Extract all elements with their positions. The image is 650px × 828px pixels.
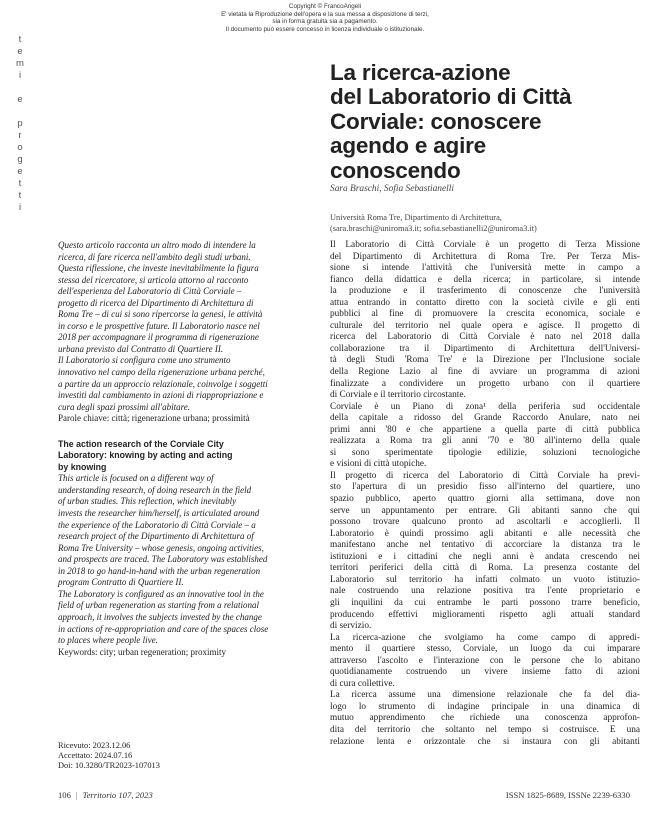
abstract-line: investiti dal cambiamento in azioni di riappropriazione e bbox=[58, 390, 264, 401]
english-title-line: by knowing bbox=[58, 461, 107, 472]
abstract-line: to places where people live. bbox=[58, 635, 158, 646]
body-line: Il progetto di ricerca del Laboratorio di Città Corviale ha previ- bbox=[330, 470, 640, 481]
abstract-line: Roma Tre – di cui si sono ripercorse la genesi, le attività bbox=[58, 309, 263, 320]
abstract-line: research project of the Dipartimento di Architettura of bbox=[58, 531, 254, 542]
body-line: producendo effettivi miglioramenti rispetto agli attuali standard bbox=[330, 609, 640, 620]
side-letter: t bbox=[18, 190, 22, 201]
body-line: serve un appuntamento per entrare. Gli abitanti sanno che qui bbox=[330, 505, 640, 516]
abstract-line: The Laboratory is configured as an innovative tool in the bbox=[58, 588, 264, 599]
abstract-line: in 2018 to go hand-in-hand with the urban regeneration bbox=[58, 565, 261, 576]
body-line: Corviale è un Piano di zona¹ della periferia sud occidentale bbox=[330, 401, 640, 412]
side-letter: p bbox=[17, 118, 23, 129]
abstract-line: dell'esperienza del Laboratorio di Città Corviale – bbox=[58, 286, 242, 297]
body-line: realizzata a Roma tra gli anni '70 e '80 all'interno della quale bbox=[330, 436, 640, 447]
title-line: del Laboratorio di Città bbox=[330, 84, 572, 110]
body-line: La ricerca assume una dimensione relazionale che fa del dia- bbox=[330, 690, 640, 701]
side-letter: r bbox=[18, 130, 22, 141]
footer-separator: | bbox=[75, 790, 78, 800]
side-letter: m bbox=[16, 58, 24, 69]
article-title bbox=[330, 61, 640, 183]
body-line: possono trovare qualcuno pronto ad ascoltarli e accoglierli. Il bbox=[330, 517, 640, 528]
doi: Doi: 10.3280/TR2023-107013 bbox=[58, 761, 160, 771]
abstract-line: in corso e le prospettive future. Il Laboratorio nasce nel bbox=[58, 320, 260, 331]
received-info bbox=[58, 741, 160, 772]
title-line: conoscendo bbox=[330, 157, 461, 183]
body-line: culturale del territorio nel quale opera e agisce. Il progetto di bbox=[330, 320, 640, 331]
body-line: Il Laboratorio di Città Corviale è un progetto di Terza Missione bbox=[330, 240, 640, 250]
body-line: gli inquilini da cui entrambe le parti possono trarre beneficio, bbox=[330, 597, 640, 608]
english-title-line: The action research of the Corviale City bbox=[58, 438, 224, 449]
abstract-line: stessa del ricercatore, si articola attorno al racconto bbox=[58, 274, 249, 285]
body-line: finalizzate a condividere un progetto urbano con il quartiere bbox=[330, 378, 640, 389]
abstract-column bbox=[58, 240, 304, 658]
body-line: si sono sperimentate tipologie edilizie, soluzioni tecnologiche bbox=[330, 447, 640, 458]
body-line: la produzione e il trasferimento di conoscenze che l'università bbox=[330, 286, 640, 297]
body-text bbox=[330, 240, 640, 748]
body-line: della capitale a ridosso del Grande Raccordo Anulare, nato nei bbox=[330, 413, 640, 424]
abstract-line: Roma Tre University – whose genesis, ongoing activities, bbox=[58, 542, 264, 553]
body-line: attraverso l'ascolto e l'interazione con le persone che lo abitano bbox=[330, 655, 640, 666]
abstract-line: innovativo nel campo della rigenerazione urbana perché, bbox=[58, 367, 265, 378]
abstract-line: program Contratto di Quartiere II. bbox=[58, 577, 184, 588]
spacer bbox=[58, 425, 304, 439]
copyright-line: Il documento può essere concesso in licenza individuale o istituzionale. bbox=[225, 25, 425, 33]
title-line: Corviale: conoscere bbox=[330, 108, 542, 134]
abstract-english bbox=[58, 473, 304, 646]
issn: ISSN 1825-8689, ISSNe 2239-6330 bbox=[505, 790, 630, 800]
body-line: di cura collettive. bbox=[330, 678, 395, 689]
abstract-italian bbox=[58, 240, 304, 413]
abstract-line: ricerca, di fare ricerca nell'ambito degli studi urbani. bbox=[58, 251, 251, 262]
copyright-line: E' vietata la Riproduzione dell'opera e la sua messa a disposizione di terzi, bbox=[221, 10, 429, 18]
title-line: La ricerca-azione bbox=[330, 60, 511, 85]
copyright-line: Copyright © FrancoAngeli bbox=[288, 3, 362, 10]
abstract-line: understanding research, of doing research in the field bbox=[58, 484, 252, 495]
abstract-line: invests the researcher him/herself, is articulated around bbox=[58, 508, 260, 519]
abstract-line: cura degli spazi prossimi all'abitare. bbox=[58, 401, 191, 412]
abstract-line: This article is focused on a different way of bbox=[58, 473, 214, 484]
body-line: nale costruendo una relazione positiva tra l'ente proprietario e bbox=[330, 586, 640, 597]
abstract-line: in actions of re-appropriation and care of the spaces close bbox=[58, 623, 269, 634]
journal-name: Territorio 107, 2023 bbox=[82, 790, 153, 800]
english-title-line: Laboratory: knowing by acting and acting bbox=[58, 450, 233, 461]
title-line: agendo e agire bbox=[330, 133, 486, 159]
accepted-date: Accettato: 2024.07.16 bbox=[58, 751, 133, 761]
keywords-english: Keywords: city; urban regeneration; proximity bbox=[58, 646, 226, 657]
body-line: fianco della didattica e della ricerca; in particolare, si intende bbox=[330, 274, 640, 285]
author-affiliation bbox=[330, 212, 640, 234]
copyright-notice bbox=[0, 3, 650, 33]
body-line: del Dipartimento di Architettura di Roma Tre. Per Terza Mis- bbox=[330, 251, 640, 262]
side-letter: i bbox=[18, 202, 22, 213]
keywords-italian: Parole chiave: città; rigenerazione urbana; prossimità bbox=[58, 413, 250, 424]
side-letter: i bbox=[18, 70, 22, 81]
body-line: attua entrando in contatto diretto con la società civile e gli enti bbox=[330, 297, 640, 308]
abstract-line: Questa riflessione, che investe inevitabilmente la figura bbox=[58, 263, 259, 274]
abstract-line: a partire da un approccio relazionale, coinvolge i soggetti bbox=[58, 378, 268, 389]
body-line: e visioni di città utopiche. bbox=[330, 459, 427, 470]
abstract-line: field of urban regeneration as starting from a relational bbox=[58, 600, 259, 611]
body-line: logo lo strumento di indagine principale in una dinamica di bbox=[330, 701, 640, 712]
side-letter: t bbox=[18, 34, 22, 45]
page-number: 106 bbox=[58, 790, 71, 800]
side-letter: g bbox=[17, 154, 23, 165]
body-line: sto l'apertura di un presidio fisso all'interno del quartiere, uno bbox=[330, 482, 640, 493]
body-line: tà degli Studi 'Roma Tre' e la Direzione per l'Inclusione sociale bbox=[330, 355, 640, 366]
body-line: quotidianamente costruendo un vivere insieme fatto di azioni bbox=[330, 667, 640, 678]
body-line: ricerca del Laboratorio di Città Corviale è nato nel 2018 dalla bbox=[330, 332, 640, 343]
body-line: Laboratorio è quindi prossimo agli abitanti e alle necessità che bbox=[330, 528, 640, 539]
abstract-line: progetto di ricerca del Dipartimento di Architettura di bbox=[58, 297, 254, 308]
body-line: relazione lenta e orizzontale che si instaura con gli abitanti bbox=[330, 736, 640, 747]
body-line: di servizio. bbox=[330, 621, 372, 632]
abstract-line: Il Laboratorio si configura come uno strumento bbox=[58, 355, 231, 366]
abstract-line: urbana previsto dal Contratto di Quartiere II. bbox=[58, 343, 224, 354]
body-line: sione si intende l'attività che l'università mette in campo a bbox=[330, 263, 640, 274]
abstract-line: 2018 per accompagnare il programma di rigenerazione bbox=[58, 332, 259, 343]
body-line: territori periferici della città di Roma. La presenza costante del bbox=[330, 563, 640, 574]
affiliation-line: (sara.braschi@uniroma3.it; sofia.sebastianelli2@uniroma3.it) bbox=[330, 224, 537, 233]
body-line: manifestano anche nel tentativo di accorciare la distanza tra le bbox=[330, 540, 640, 551]
english-title bbox=[58, 439, 304, 474]
copyright-line: sia in forma gratuita sia a pagamento. bbox=[272, 18, 378, 26]
affiliation-line: Università Roma Tre, Dipartimento di Architettura, bbox=[330, 213, 502, 222]
body-line: pubblici al fine di promuovere la crescita economica, sociale e bbox=[330, 309, 640, 320]
body-line: dita del territorio che soltanto nel tempo si costruisce. È una bbox=[330, 724, 640, 735]
side-letter: e bbox=[17, 166, 23, 177]
abstract-line: approach, it involves the subjects invested by the change bbox=[58, 611, 262, 622]
body-line: collaborazione tra il Dipartimento di Architettura dell'Universi- bbox=[330, 343, 640, 354]
abstract-line: of urban studies. This reflection, which inevitably bbox=[58, 496, 237, 507]
body-line: mento il quartiere stesso, Corviale, un luogo da cui imparare bbox=[330, 644, 640, 655]
side-letter: e bbox=[17, 46, 23, 57]
body-line: della Regione Lazio al fine di avviare un programma di azioni bbox=[330, 367, 640, 378]
side-letter: t bbox=[18, 178, 22, 189]
body-line: istituzioni e i cittadini che negli anni è andata crescendo nei bbox=[330, 551, 640, 562]
article-authors: Sara Braschi, Sofia Sebastianelli bbox=[330, 184, 454, 194]
body-line: mutuo apprendimento che richiede una conoscenza approfon- bbox=[330, 713, 640, 724]
body-line: Laboratorio sul territorio ha infatti colmato un vuoto istituzio- bbox=[330, 574, 640, 585]
body-line: di Corviale e il territorio circostante. bbox=[330, 390, 466, 401]
side-letter: o bbox=[17, 142, 23, 153]
body-line: La ricerca-azione che svolgiamo ha come campo di appredi- bbox=[330, 632, 640, 643]
page-footer-left bbox=[58, 790, 153, 800]
abstract-line: and prospects are traced. The Laboratory was established bbox=[58, 554, 268, 565]
side-letter: e bbox=[17, 94, 23, 105]
body-line: primi anni '80 e che appartiene a quella parte di città pubblica bbox=[330, 424, 640, 435]
received-date: Ricevuto: 2023.12.06 bbox=[58, 741, 131, 750]
body-line: spazio pubblico, aperto quattro giorni alla settimana, dove non bbox=[330, 494, 640, 505]
abstract-line: the experience of the Laboratorio di Città Corviale – a bbox=[58, 519, 256, 530]
abstract-line: Questo articolo racconta un altro modo di intendere la bbox=[58, 240, 256, 250]
